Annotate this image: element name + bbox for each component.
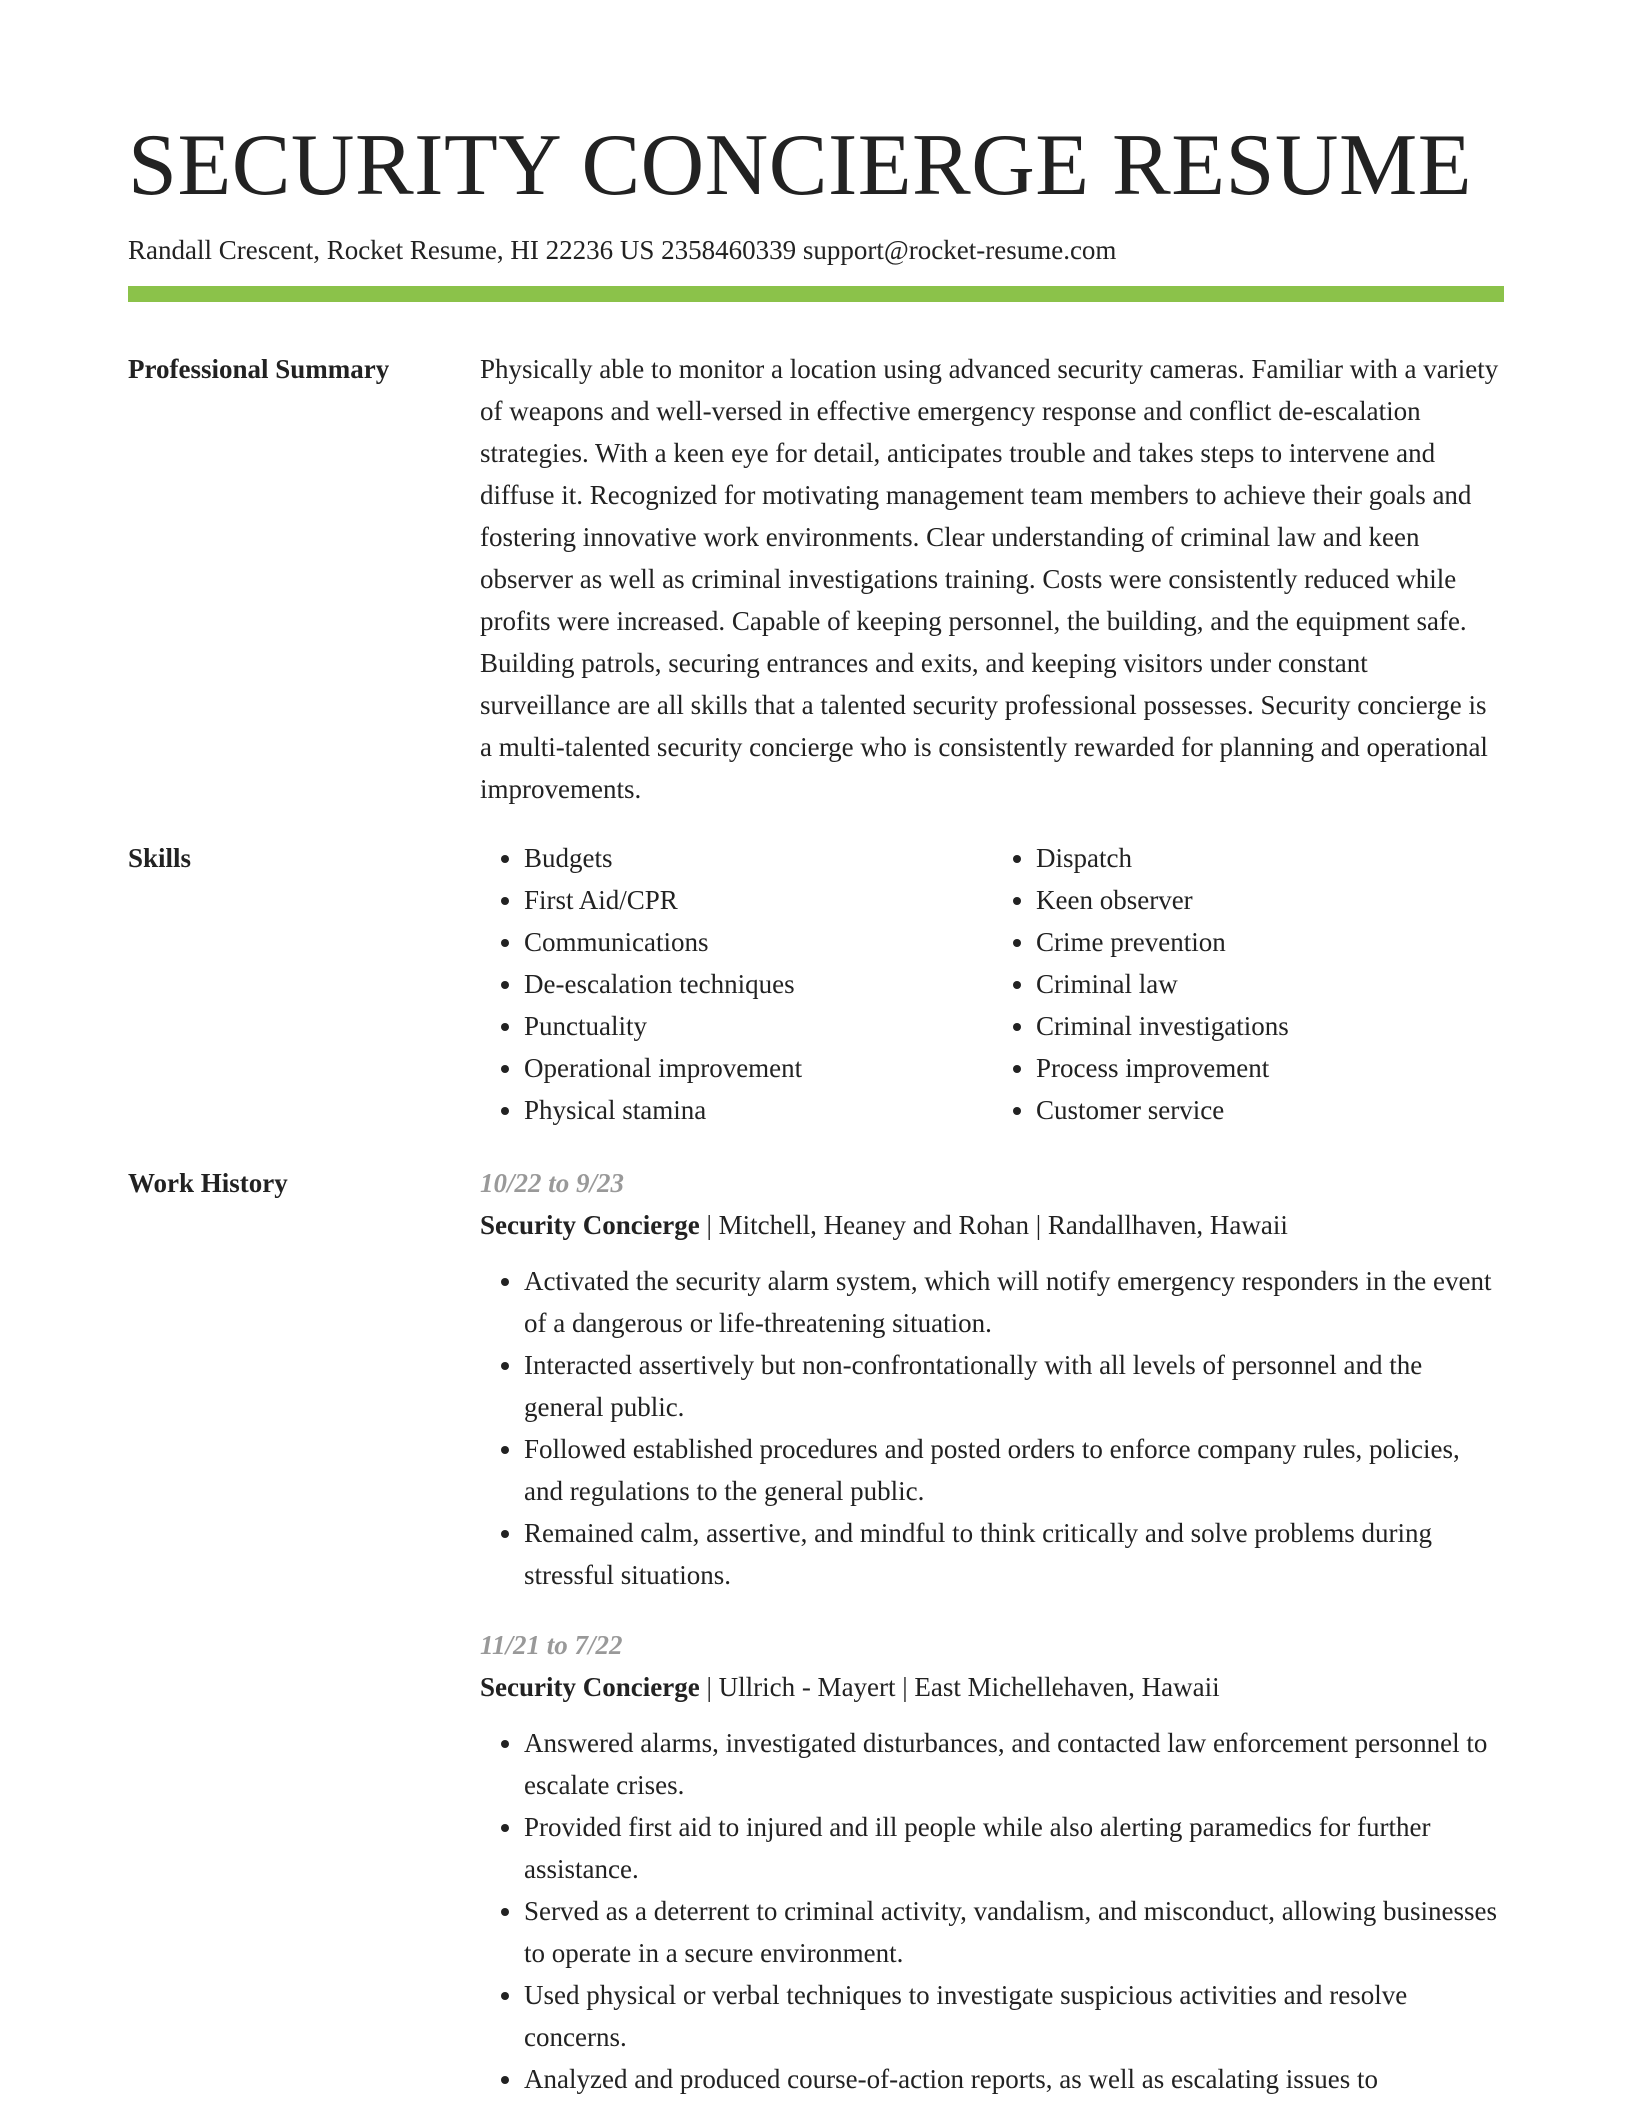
job-duties-list	[480, 1722, 1504, 2100]
skill-item: • Punctuality	[524, 1005, 992, 1047]
job-company-location: | Mitchell, Heaney and Rohan | Randallhaven, Hawaii	[699, 1210, 1288, 1240]
job-duty-item: • Analyzed and produced course-of-action reports, as well as escalating issues to	[524, 2058, 1504, 2100]
job-title: Security Concierge	[480, 1672, 700, 1702]
skill-item: • First Aid/CPR	[524, 879, 992, 921]
skill-item: • Keen observer	[1036, 879, 1504, 921]
job-duty-item: • Remained calm, assertive, and mindful to think critically and solve problems during stressful situations.	[524, 1512, 1504, 1596]
summary-text: Physically able to monitor a location using advanced security cameras. Familiar with a variety of weapons and well-versed in effective emergency response and conflict de-escalation strategies. With a keen eye for detail, anticipates trouble and takes steps to intervene and diffuse it. Recognized for motivating management team members to achieve their goals and fostering innovative work environments. Clear understanding of criminal law and keen observer as well as criminal investigations training. Costs were consistently reduced while profits were increased. Capable of keeping personnel, the building, and the equipment safe. Building patrols, securing entrances and exits, and keeping visitors under constant surveillance are all skills that a talented security professional possesses. Security concierge is a multi-talented security concierge who is consistently rewarded for planning and operational improvements.	[480, 354, 1499, 804]
header-divider	[128, 286, 1504, 302]
summary-body	[480, 348, 1504, 810]
job-duty-item: • Activated the security alarm system, which will notify emergency responders in the event of a dangerous or life-threatening situation.	[524, 1260, 1504, 1344]
skill-item: • Process improvement	[1036, 1047, 1504, 1089]
job-duty-item: • Served as a deterrent to criminal activity, vandalism, and misconduct, allowing businesses to operate in a secure environment.	[524, 1890, 1504, 1974]
skills-column-left	[480, 837, 992, 1131]
job-header	[480, 1666, 1504, 1708]
skill-item: • Criminal investigations	[1036, 1005, 1504, 1047]
skill-item: • Criminal law	[1036, 963, 1504, 1005]
job-duties-list	[480, 1260, 1504, 1596]
skill-item: • Physical stamina	[524, 1089, 992, 1131]
skill-item: • De-escalation techniques	[524, 963, 992, 1005]
job-entry	[480, 1624, 1504, 2100]
job-company-location: | Ullrich - Mayert | East Michellehaven, Hawaii	[699, 1672, 1220, 1702]
skill-item: • Budgets	[524, 837, 992, 879]
skill-item: • Crime prevention	[1036, 921, 1504, 963]
skills-list	[480, 837, 1504, 1131]
job-duty-item: • Used physical or verbal techniques to investigate suspicious activities and resolve concerns.	[524, 1974, 1504, 2058]
job-entry	[480, 1162, 1504, 1596]
job-duty-item: • Followed established procedures and posted orders to enforce company rules, policies, and regulations to the general public.	[524, 1428, 1504, 1512]
skill-item: • Operational improvement	[524, 1047, 992, 1089]
job-title: Security Concierge	[480, 1210, 700, 1240]
job-dates: 11/21 to 7/22	[480, 1630, 623, 1660]
contact-line: Randall Crescent, Rocket Resume, HI 22236 US 2358460339 support@rocket-resume.com	[128, 235, 1117, 265]
skill-item: • Communications	[524, 921, 992, 963]
job-header	[480, 1204, 1504, 1246]
section-label-skills: Skills	[128, 843, 192, 873]
job-duty-item: • Provided first aid to injured and ill people while also alerting paramedics for further assistance.	[524, 1806, 1504, 1890]
work-history-list	[480, 1162, 1504, 2112]
job-duty-item: • Interacted assertively but non-confrontationally with all levels of personnel and the general public.	[524, 1344, 1504, 1428]
skill-item: • Dispatch	[1036, 837, 1504, 879]
job-dates: 10/22 to 9/23	[480, 1168, 625, 1198]
resume-title: SECURITY CONCIERGE RESUME	[128, 117, 1472, 214]
skill-item: • Customer service	[1036, 1089, 1504, 1131]
section-label-summary: Professional Summary	[128, 354, 390, 384]
section-label-work-history: Work History	[128, 1168, 288, 1198]
skills-column-right	[992, 837, 1504, 1131]
job-duty-item: • Answered alarms, investigated disturbances, and contacted law enforcement personnel to escalate crises.	[524, 1722, 1504, 1806]
